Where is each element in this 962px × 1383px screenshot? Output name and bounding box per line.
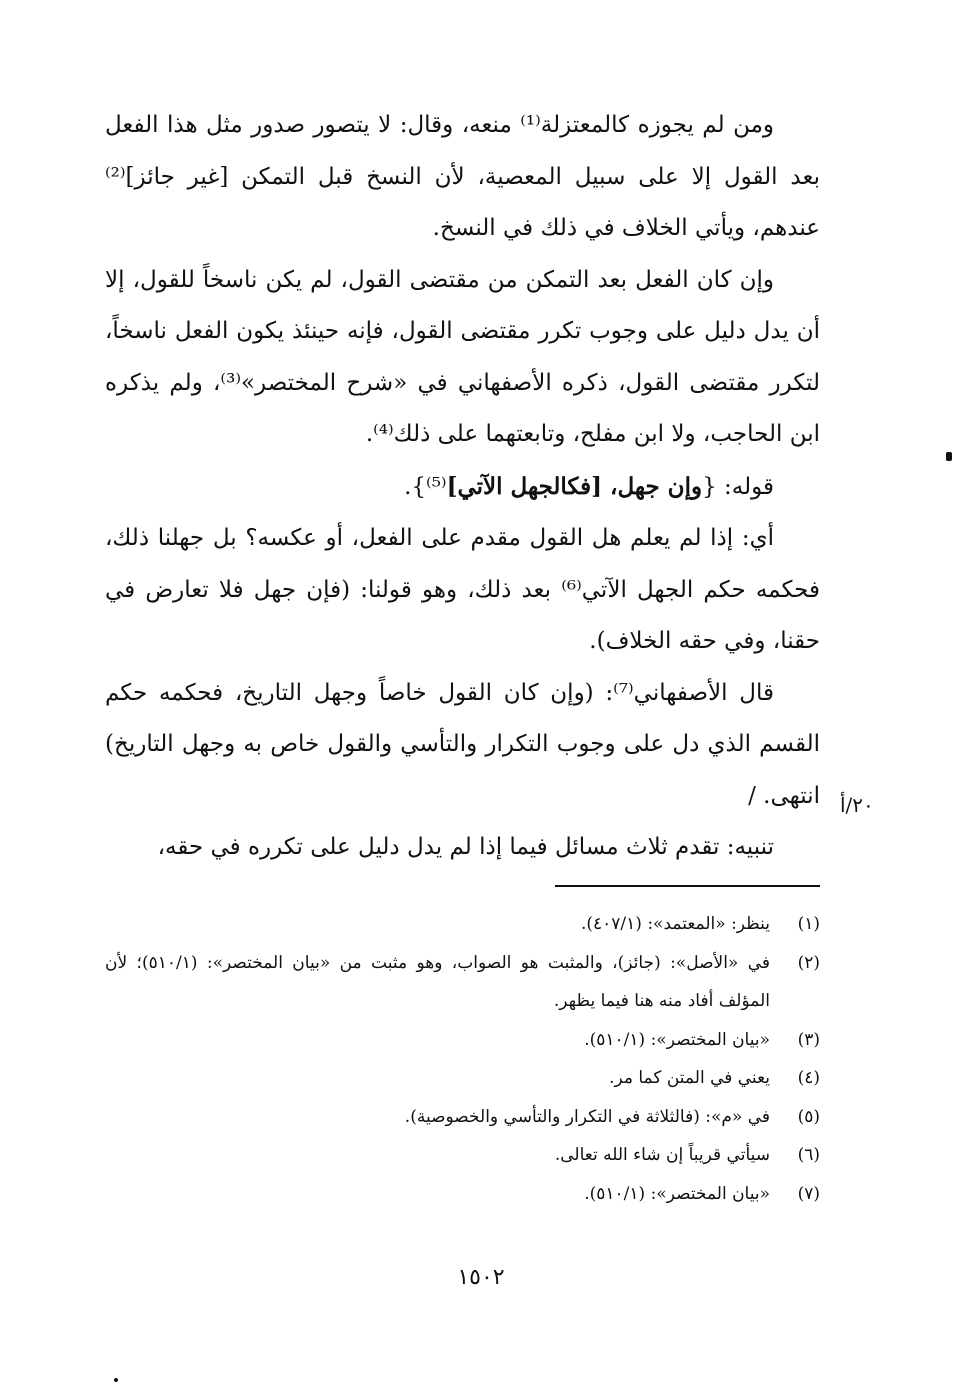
main-text [105,100,820,874]
paragraph-5: قال الأصفهاني⁽⁷⁾: (وإن كان القول خاصاً وجهل التاريخ، فحكمه حكم القسم الذي دل على وجوب التكرار والتأسي والقول خاص به وجهل التاريخ) انتهى. / [105,679,820,809]
footnote-text: «بيان المختصر»: (٥١٠/١). [584,1029,770,1050]
footnote-text: ينظر: «المعتمد»: (٤٠٧/١). [580,914,770,934]
footnotes-list [105,905,820,1213]
paragraph-6: تنبيه: تقدم ثلاث مسائل فيما إذا لم يدل دليل على تكرره في حقه، [157,834,774,860]
footnote-number: (١) [797,914,820,934]
page-number: ١٥٠٢ [457,1265,505,1290]
footnote-number: (٥) [797,1106,820,1127]
footnote-text: يعني في المتن كما مر. [609,1068,770,1088]
manuscript-folio-note: ٢٠/أ [840,793,874,817]
footnote-text: «بيان المختصر»: (٥١٠/١). [584,1183,770,1204]
margin-dot [946,452,952,461]
footnote-text: سيأتي قريباً إن شاء الله تعالى. [554,1145,770,1165]
footnote-separator [555,885,820,887]
footnote-number: (٣) [797,1029,820,1050]
footnote-item [105,1136,820,1175]
paragraph-1: ومن لم يجوزه كالمعتزلة⁽¹⁾ منعه، وقال: لا يتصور صدور مثل هذا الفعل بعد القول إلا على سبيل المعصية، لأن النسخ قبل التمكن [غير جائز]⁽²⁾ عندهم، ويأتي الخلاف في ذلك في النسخ. [105,112,820,241]
footnote-number: (٦) [797,1145,820,1165]
footnote-item [105,1021,820,1060]
paragraph-4: أي: إذا لم يعلم هل القول مقدم على الفعل، أو عكسه؟ بل جهلنا ذلك، فحكمه حكم الجهل الآتي⁽⁶⁾ بعد ذلك، وهو قولنا: (فإن جهل فلا تعارض في حقنا، وفي حقه الخلاف). [105,525,820,654]
footnote-item [105,1059,820,1098]
footnote-number: (٧) [797,1183,820,1204]
quoted-matn: وإن جهل، [فكالجهل الآتي] [446,472,703,500]
quote-prefix: قوله: { [702,473,774,500]
paragraph-2: وإن كان الفعل بعد التمكن من مقتضى القول، لم يكن ناسخاً للقول، إلا أن يدل دليل على وجوب تكرر مقتضى القول، فإنه حينئذ يكون الفعل ناسخاً، لتكرر مقتضى القول، ذكره الأصفهاني في «شرح المختصر»⁽³⁾، ولم يذكره ابن الحاجب، ولا ابن مفلح، وتابعتهما على ذلك⁽⁴⁾. [105,266,821,447]
footnote-item [105,1175,820,1214]
footnote-item [105,944,820,1021]
footnote-text: في «الأصل»: (جائز)، والمثبت هو الصواب، وهو مثبت من «بيان المختصر»: (٥١٠/١)؛ لأن المؤلف أفاد منه هنا فيما يظهر. [105,952,770,1011]
paragraph-3 [105,461,820,514]
footnote-number: (٢) [797,952,820,973]
footnote-number: (٤) [797,1068,820,1088]
scan-speck [114,1378,118,1382]
footnote-item [105,1098,820,1137]
quote-suffix: ⁽⁵⁾}. [404,473,447,500]
footnote-text: في «م»: (فالثلاثة في التكرار والتأسي والخصوصية). [404,1106,770,1127]
footnote-item [105,905,820,944]
